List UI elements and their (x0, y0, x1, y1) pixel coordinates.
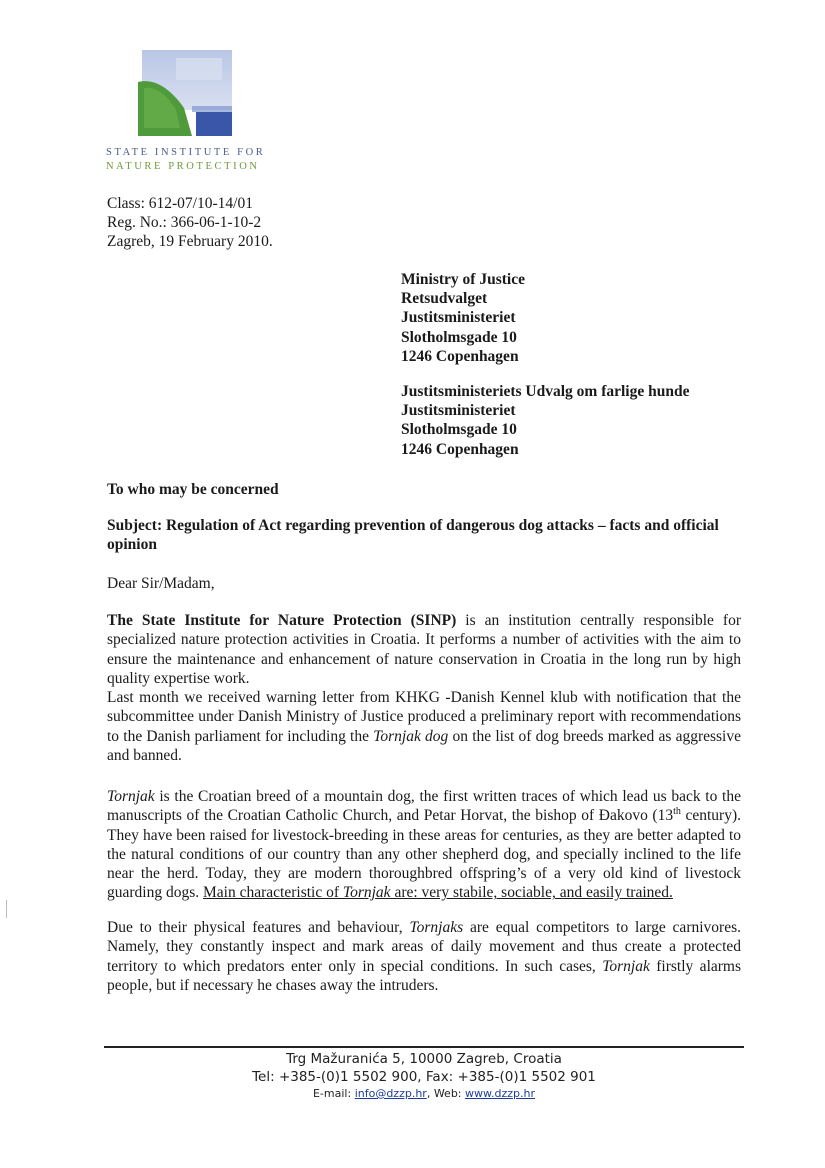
web-label: , Web: (426, 1087, 466, 1100)
text-run: Main characteristic of (203, 884, 343, 902)
paragraph-intro (107, 611, 741, 688)
reference-block (107, 194, 273, 251)
paragraph-breed (107, 787, 741, 903)
underlined-text (203, 884, 673, 901)
text-run: Last month we received warning letter from KHKG -Danish Kennel klub with notification that the subcommittee under Danish Ministry of Justice produced a preliminary report with recommendations to the Danish parliament for including the (107, 689, 741, 745)
address-line: Retsudvalget (401, 290, 488, 308)
footer-divider (104, 1046, 744, 1048)
paragraph-behaviour (107, 918, 741, 995)
text-run: is the Croatian breed of a mountain dog, the first written traces of which lead us back to the manuscripts of the Croatian Catholic Church, and Petar Horvat, the bishop of Đakovo (13 (107, 788, 741, 825)
text-run: are equal competitors to large carnivores. Namely, they constantly inspect and mark areas of daily movement and thus create a protected territory to which predators enter only in special conditions. In such cases, (107, 919, 741, 975)
address-line: Justitsministeriets Udvalg om farlige hunde (401, 383, 690, 400)
institute-name: The State Institute for Nature Protection (SINP) (107, 612, 457, 629)
italic-text: Tornjak dog (373, 727, 449, 745)
institute-logo-icon (136, 48, 236, 140)
recipient-address-1 (401, 270, 525, 366)
text-run: Due to their physical features and behaviour, (107, 919, 410, 936)
footer-contacts (104, 1086, 744, 1102)
logo-line-1: STATE INSTITUTE FOR (106, 147, 266, 158)
text-run: century). They have been raised for livestock-breeding in these areas for centuries, as they are better adapted to the natural conditions of our country than any other shepherd dog, and specially inclined to the life near the herd. Today, they are modern thoroughbred offspring’s of a very old kind of livestock guarding dogs. (107, 807, 741, 902)
footer-phone: Tel: +385-(0)1 5502 900, Fax: +385-(0)1 5502 901 (252, 1069, 596, 1085)
to-whom-line: To who may be concerned (107, 481, 279, 498)
footer-address: Trg Mažuranića 5, 10000 Zagreb, Croatia (286, 1051, 562, 1067)
italic-text: Tornjak (342, 884, 391, 902)
superscript: th (673, 806, 681, 818)
email-link[interactable]: info@dzzp.hr (354, 1087, 427, 1100)
footer (104, 1050, 744, 1102)
italic-text: Tornjak (602, 957, 650, 975)
place-date: Zagreb, 19 February 2010. (107, 233, 273, 250)
address-line: Slotholmsgade 10 (401, 328, 517, 346)
address-line: Justitsministeriet (401, 402, 516, 420)
italic-text: Tornjak (107, 788, 155, 805)
class-number: Class: 612-07/10-14/01 (107, 195, 253, 212)
address-line: 1246 Copenhagen (401, 440, 519, 458)
scan-edge-mark (6, 900, 7, 918)
registration-number: Reg. No.: 366-06-1-10-2 (107, 214, 262, 231)
text-run: on the list of dog breeds marked as aggressive and banned. (107, 727, 741, 764)
address-line: Ministry of Justice (401, 271, 525, 288)
text-run: firstly alarms people, but if necessary he chases away the intruders. (107, 957, 742, 994)
recipient-address-2 (401, 382, 689, 459)
web-link[interactable]: www.dzzp.hr (465, 1087, 535, 1100)
address-line: Slotholmsgade 10 (401, 421, 517, 439)
institute-logo-text (106, 146, 276, 174)
text-run: are: very stabile, sociable, and easily trained. (390, 884, 673, 902)
address-line: 1246 Copenhagen (401, 347, 519, 365)
logo-line-2: NATURE PROTECTION (106, 161, 260, 172)
address-line: Justitsministeriet (401, 309, 516, 327)
email-label: E-mail: (312, 1087, 355, 1100)
paragraph-warning (107, 688, 741, 765)
greeting: Dear Sir/Madam, (107, 575, 215, 592)
text-run: is an institution centrally responsible for specialized nature protection activities in Croatia. It performs a number of activities with the aim to ensure the maintenance and enhancement of nature conservation in Croatia in the long run by high quality expertise work. (107, 612, 741, 687)
italic-text: Tornjaks (409, 919, 464, 936)
subject-line: Subject: Regulation of Act regarding prevention of dangerous dog attacks – facts and official opinion (107, 517, 719, 553)
